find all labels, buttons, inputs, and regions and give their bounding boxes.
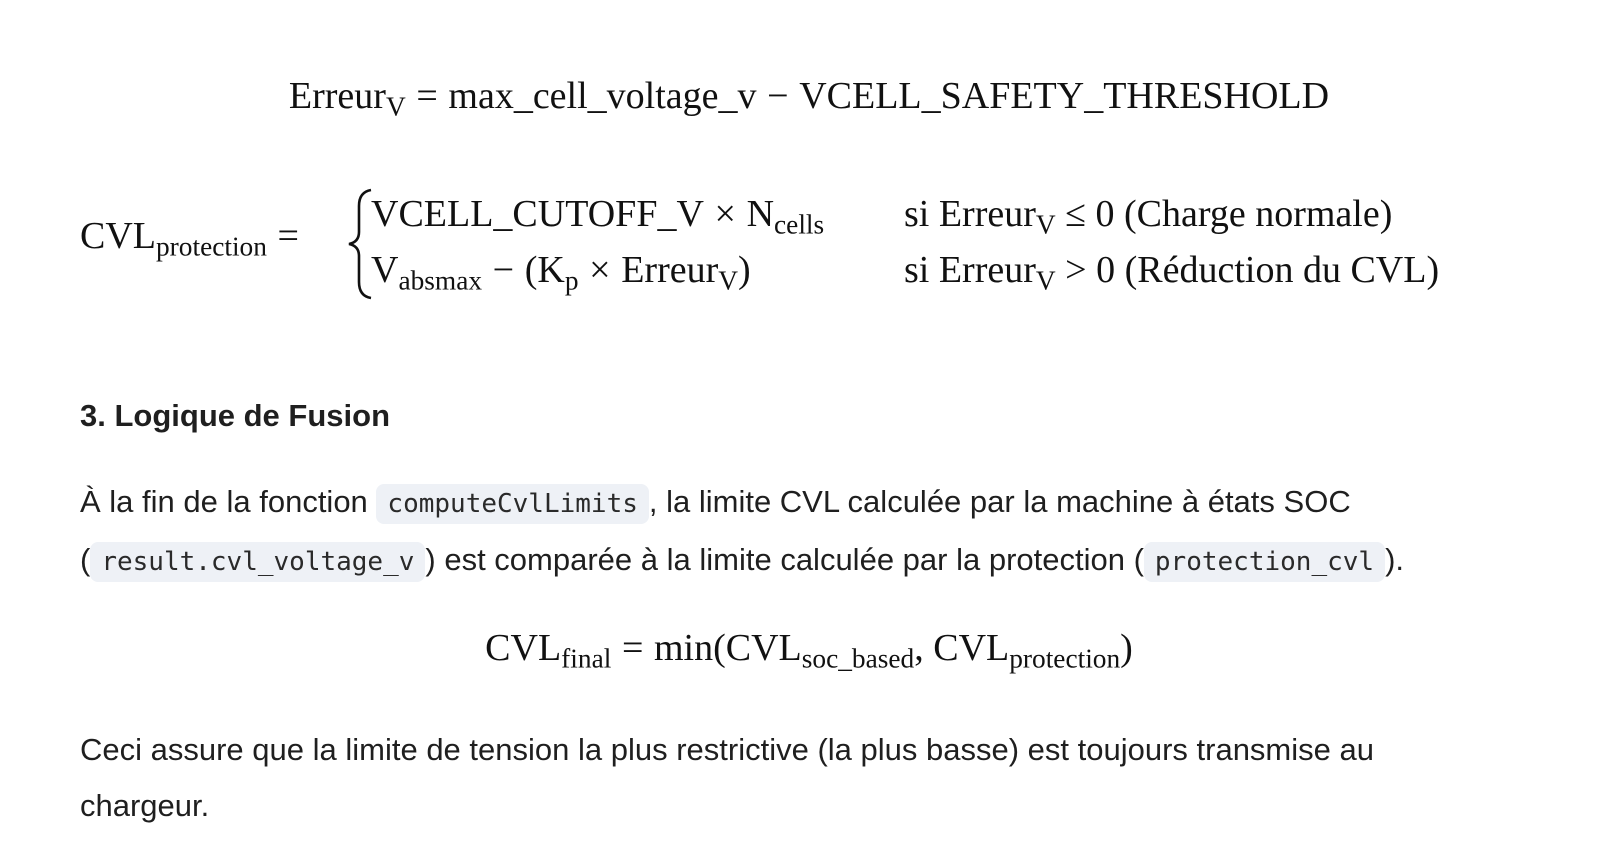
case1-cond-sub: V — [1035, 209, 1056, 240]
protection-lhs-symbol: CVL — [80, 215, 156, 257]
times-sign: × — [714, 193, 736, 235]
case2-cond-note: (Réduction du CVL) — [1124, 249, 1440, 291]
paragraph-text: , la limite CVL calculée par la machine à états SOC ( — [80, 484, 1351, 577]
case1-expression — [371, 190, 824, 238]
section-heading: 3. Logique de Fusion — [80, 398, 390, 433]
equals-sign: = — [416, 75, 438, 117]
inline-code-protection-cvl: protection_cvl — [1144, 542, 1385, 582]
error-term-safety-threshold: VCELL_SAFETY_THRESHOLD — [799, 75, 1330, 117]
protection-lhs — [80, 212, 310, 260]
inline-code-compute-cvl-limits: computeCvlLimits — [376, 484, 648, 524]
error-equation — [0, 72, 1618, 120]
case2-cond-sub: V — [1035, 265, 1056, 296]
error-lhs-sub: V — [385, 91, 406, 122]
error-term-max-cell-voltage: max_cell_voltage_v — [448, 75, 757, 117]
final-cvl-equation — [0, 624, 1618, 672]
case2-v-sub: absmax — [398, 265, 483, 296]
case2-k-sub: p — [564, 265, 579, 296]
case1-cond-prefix: si Erreur — [904, 193, 1036, 235]
times-sign: × — [589, 249, 611, 291]
final-lhs-sub: final — [561, 643, 612, 674]
second-argument: , CVL — [914, 627, 1010, 669]
case1-cond-note: (Charge normale) — [1124, 193, 1393, 235]
case2-error-term: Erreur — [621, 249, 719, 291]
error-lhs: Erreur — [288, 75, 386, 117]
inline-code-result-cvl-voltage: result.cvl_voltage_v — [90, 542, 425, 582]
case1-cond-relation: ≤ 0 — [1065, 193, 1115, 235]
minus-sign: − — [492, 249, 515, 291]
case2-k-term: (K — [524, 249, 565, 291]
case1-n-sub: cells — [774, 209, 825, 240]
min-function: min(CVL — [654, 627, 802, 669]
case2-expression — [371, 246, 751, 294]
minus-sign: − — [767, 75, 789, 117]
fusion-paragraph — [80, 474, 1560, 590]
final-lhs: CVL — [485, 627, 562, 669]
case1-n-term: N — [746, 193, 775, 235]
paragraph-text: ) est comparée à la limite calculée par la protection ( — [425, 542, 1144, 577]
paragraph-text: À la fin de la fonction — [80, 484, 377, 519]
close-paren: ) — [738, 249, 751, 291]
close-paren: ) — [1120, 627, 1133, 669]
case2-v-term: V — [371, 249, 399, 291]
equals-sign: = — [621, 627, 644, 669]
case1-cutoff-term: VCELL_CUTOFF_V — [371, 193, 704, 235]
case1-condition — [904, 190, 1392, 238]
case2-cond-relation: > 0 — [1065, 249, 1116, 291]
conclusion-paragraph: Ceci assure que la limite de tension la plus restrictive (la plus basse) est toujours transmise au chargeur. — [80, 732, 1374, 823]
protection-lhs-sub: protection — [156, 231, 267, 262]
equals-sign: = — [277, 215, 299, 257]
paragraph-text: ). — [1385, 542, 1404, 577]
case2-error-sub: V — [718, 265, 739, 296]
soc-based-sub: soc_based — [801, 643, 915, 674]
case2-condition — [904, 246, 1439, 294]
protection-sub: protection — [1009, 643, 1121, 674]
case2-cond-prefix: si Erreur — [904, 249, 1036, 291]
